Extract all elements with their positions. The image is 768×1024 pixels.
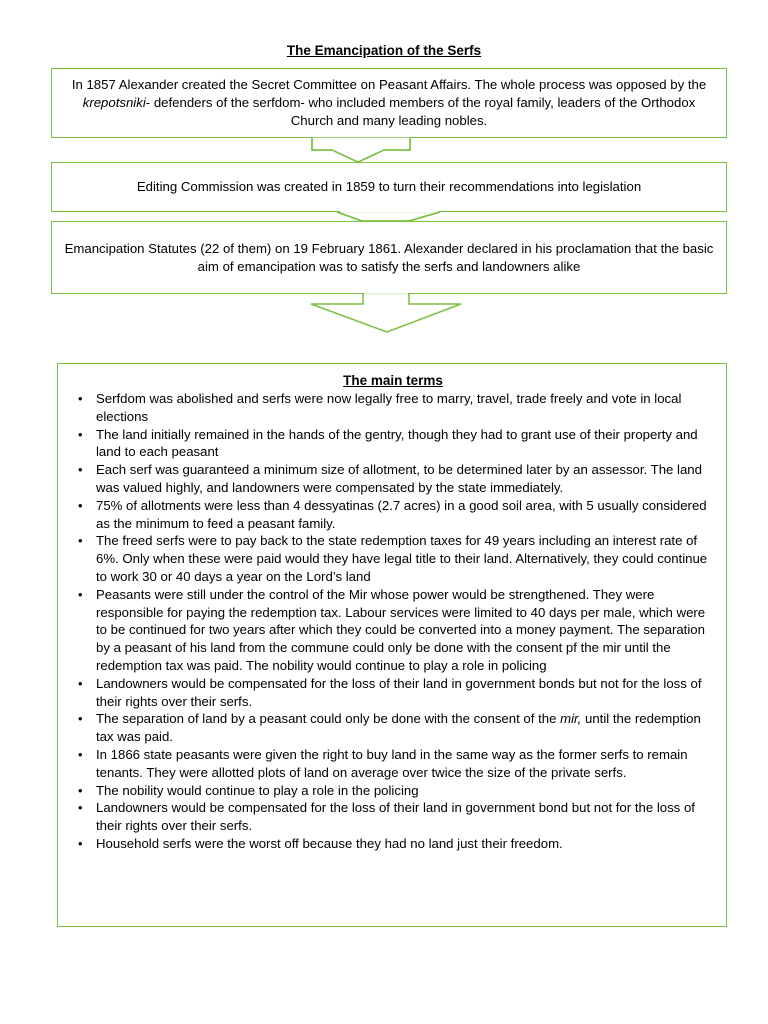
list-item: • Serfdom was abolished and serfs were now legally free to marry, travel, trade freely and vote in local elections xyxy=(76,390,710,426)
main-terms-list xyxy=(76,390,710,853)
main-terms-heading: The main terms xyxy=(343,373,443,388)
flow-box-emancipation-statutes xyxy=(51,221,727,294)
list-item: • Each serf was guaranteed a minimum size of allotment, to be determined later by an assessor. The land was valued highly, and landowners were compensated by the state immediately. xyxy=(76,461,710,497)
list-item: • The freed serfs were to pay back to the state redemption taxes for 49 years including an interest rate of 6%. Only when these were paid would they have legal title to their land. Alternatively, they could continue to work 30 or 40 days a year on the Lord’s land xyxy=(76,532,710,585)
list-item: • The nobility would continue to play a role in the policing xyxy=(76,782,710,800)
list-item: • The separation of land by a peasant could only be done with the consent of the mir, until the redemption tax was paid. xyxy=(76,710,710,746)
flow-box-secret-committee xyxy=(51,68,727,138)
main-terms-box xyxy=(57,363,727,927)
list-item: • Landowners would be compensated for the loss of their land in government bond but not for the loss of their rights over their serfs. xyxy=(76,799,710,835)
arrow-down-icon-1 xyxy=(312,138,410,162)
list-item: • Landowners would be compensated for the loss of their land in government bonds but not for the loss of their rights over their serfs. xyxy=(76,675,710,711)
list-item: • In 1866 state peasants were given the right to buy land in the same way as the former serfs to remain tenants. They were allotted plots of land on average over twice the size of the private serfs. xyxy=(76,746,710,782)
arrow-down-icon-3 xyxy=(311,294,461,332)
flow-text-editing-commission: Editing Commission was created in 1859 to turn their recommendations into legislation xyxy=(136,179,642,194)
page-title: The Emancipation of the Serfs xyxy=(286,43,482,58)
list-item: • The land initially remained in the hands of the gentry, though they had to grant use of their property and land to each peasant xyxy=(76,426,710,462)
flow-text-secret-committee: In 1857 Alexander created the Secret Committee on Peasant Affairs. The whole process was opposed by the krepotsniki- defenders of the serfdom- who included members of the royal family, leaders of the Orthodox Church and many leading nobles. xyxy=(71,77,707,128)
arrow-down-icon-2 xyxy=(337,212,440,221)
flow-box-editing-commission xyxy=(51,162,727,212)
list-item: • Household serfs were the worst off because they had no land just their freedom. xyxy=(76,835,710,853)
list-item: • 75% of allotments were less than 4 dessyatinas (2.7 acres) in a good soil area, with 5 usually considered as the minimum to feed a peasant family. xyxy=(76,497,710,533)
list-item: • Peasants were still under the control of the Mir whose power would be strengthened. They were responsible for paying the redemption tax. Labour services were limited to 40 days per male, which were to be continued for two years after which they could be converted into a money payment. The separation by a peasant of his land from the commune could only be done with the consent pf the mir until the redemption tax was paid. The nobility would continue to play a role in policing xyxy=(76,586,710,675)
flow-text-emancipation-statutes: Emancipation Statutes (22 of them) on 19 February 1861. Alexander declared in his proclamation that the basic aim of emancipation was to satisfy the serfs and landowners alike xyxy=(64,240,714,274)
